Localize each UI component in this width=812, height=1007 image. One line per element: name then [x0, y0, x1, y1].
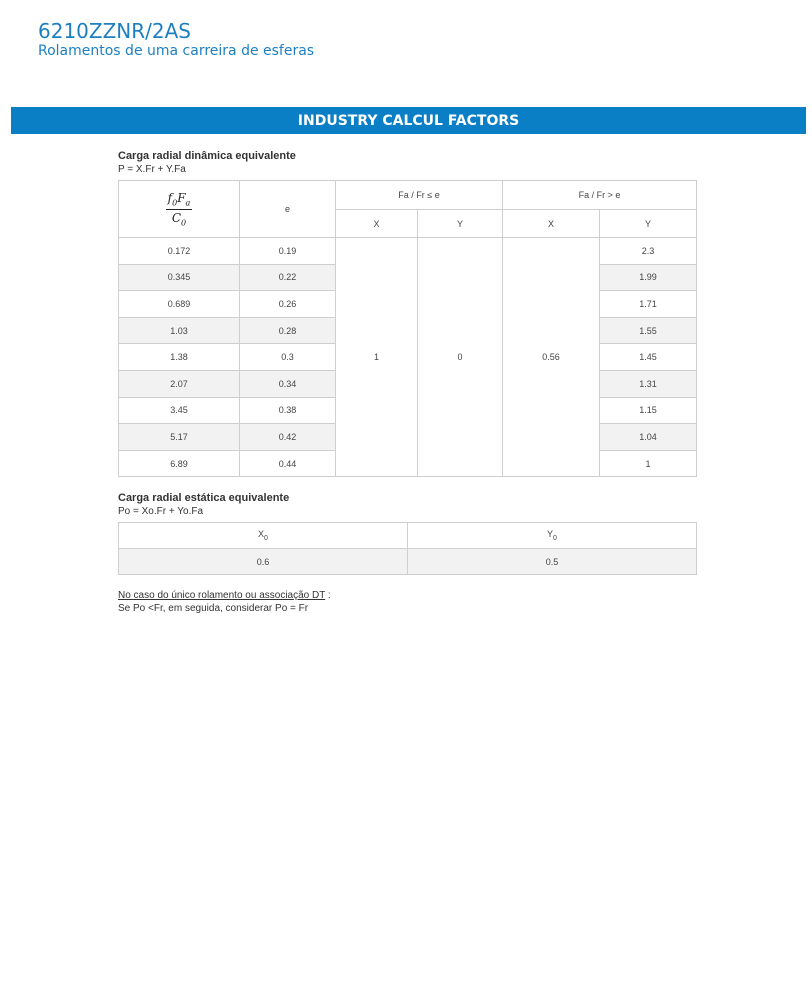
ratio-numerator: $f_0F_a$ [167, 191, 191, 208]
single-bearing-link[interactable]: No caso do único rolamento ou associação DT [118, 590, 326, 602]
dynamic-load-table [118, 180, 697, 477]
y2-cell: 1 [600, 450, 697, 477]
y0-header: $Y_0$ [408, 523, 697, 549]
static-load-table [118, 522, 697, 575]
static-load-formula: Po = Xo.Fr + Yo.Fa [118, 506, 204, 518]
y2-cell: 1.45 [600, 344, 697, 371]
dynamic-load-title: Carga radial dinâmica equivalente [118, 150, 296, 162]
note [118, 589, 696, 615]
y2-cell: 1.99 [600, 264, 697, 291]
group1-header: Fa / Fr ≤ e [336, 181, 503, 210]
ratio-cell: 1.38 [119, 344, 240, 371]
ratio-denominator: $C_0$ [171, 210, 187, 227]
ratio-cell: 5.17 [119, 424, 240, 451]
section-band [11, 107, 806, 134]
e-cell: 0.22 [240, 264, 336, 291]
x1-merged-cell: 1 [336, 238, 418, 477]
x2-merged-cell: 0.56 [503, 238, 600, 477]
calc-factors-content [118, 149, 696, 615]
page-title: 6210ZZNR/2AS [38, 19, 191, 43]
y1-header: Y [418, 210, 503, 238]
x2-header: X [503, 210, 600, 238]
y2-header: Y [600, 210, 697, 238]
ratio-cell: 6.89 [119, 450, 240, 477]
y2-cell: 2.3 [600, 238, 697, 265]
e-cell: 0.38 [240, 397, 336, 424]
y0-value: 0.5 [408, 549, 697, 575]
y2-cell: 1.55 [600, 317, 697, 344]
e-cell: 0.44 [240, 450, 336, 477]
ratio-fraction [166, 191, 193, 227]
ratio-header [119, 181, 240, 238]
ratio-cell: 0.689 [119, 291, 240, 318]
e-cell: 0.26 [240, 291, 336, 318]
ratio-cell: 0.172 [119, 238, 240, 265]
note-suffix: : [325, 590, 331, 602]
ratio-cell: 2.07 [119, 370, 240, 397]
e-cell: 0.42 [240, 424, 336, 451]
static-load-title: Carga radial estática equivalente [118, 492, 290, 505]
x0-header: $X_0$ [119, 523, 408, 549]
dynamic-load-formula: P = X.Fr + Y.Fa [118, 164, 186, 175]
table-row [119, 549, 697, 575]
e-cell: 0.28 [240, 317, 336, 344]
ratio-cell: 0.345 [119, 264, 240, 291]
e-cell: 0.19 [240, 238, 336, 265]
page-subtitle: Rolamentos de uma carreira de esferas [38, 43, 315, 59]
y2-cell: 1.71 [600, 291, 697, 318]
section-band-label: INDUSTRY CALCUL FACTORS [297, 112, 520, 129]
e-cell: 0.34 [240, 370, 336, 397]
y2-cell: 1.31 [600, 370, 697, 397]
x0-value: 0.6 [119, 549, 408, 575]
ratio-cell: 3.45 [119, 397, 240, 424]
group2-header: Fa / Fr > e [503, 181, 697, 210]
table-row [119, 238, 697, 265]
y2-cell: 1.04 [600, 424, 697, 451]
note-text: Se Po <Fr, em seguida, considerar Po = Fr [118, 603, 309, 615]
e-header: e [240, 181, 336, 238]
y1-merged-cell: 0 [418, 238, 503, 477]
x1-header: X [336, 210, 418, 238]
y2-cell: 1.15 [600, 397, 697, 424]
e-cell: 0.3 [240, 344, 336, 371]
ratio-cell: 1.03 [119, 317, 240, 344]
